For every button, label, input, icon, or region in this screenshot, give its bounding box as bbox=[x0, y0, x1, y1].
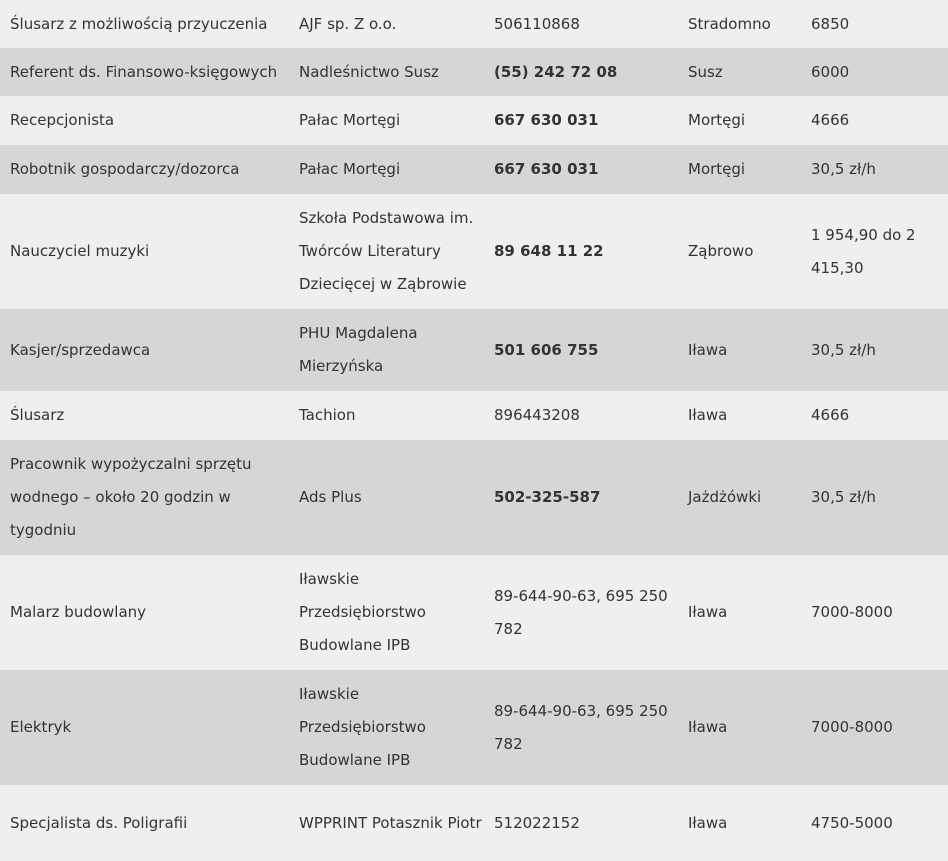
employer-cell: Pałac Mortęgi bbox=[289, 96, 484, 145]
salary-cell: 30,5 zł/h bbox=[801, 145, 948, 194]
salary-cell: 4666 bbox=[801, 96, 948, 145]
employer-cell: PHU Magdalena Mierzyńska bbox=[289, 309, 484, 391]
phone-cell: 501 606 755 bbox=[484, 309, 678, 391]
position-cell: Nauczyciel muzyki bbox=[0, 194, 289, 309]
salary-cell: 7000-8000 bbox=[801, 670, 948, 785]
position-cell: Elektryk bbox=[0, 670, 289, 785]
location-cell: Mortęgi bbox=[678, 145, 801, 194]
position-cell: Robotnik gospodarczy/dozorca bbox=[0, 145, 289, 194]
employer-cell: Iławskie Przedsiębiorstwo Budowlane IPB bbox=[289, 555, 484, 670]
position-cell: Kasjer/sprzedawca bbox=[0, 309, 289, 391]
employer-cell: Iławskie Przedsiębiorstwo Budowlane IPB bbox=[289, 670, 484, 785]
salary-cell: 30,5 zł/h bbox=[801, 440, 948, 555]
employer-cell: Pałac Mortęgi bbox=[289, 145, 484, 194]
employer-cell: Tachion bbox=[289, 391, 484, 440]
table-row bbox=[0, 0, 948, 48]
table-row bbox=[0, 785, 948, 861]
salary-cell: 30,5 zł/h bbox=[801, 309, 948, 391]
phone-cell: 512022152 bbox=[484, 785, 678, 861]
table-row bbox=[0, 194, 948, 309]
salary-cell: 6850 bbox=[801, 0, 948, 48]
salary-cell: 4666 bbox=[801, 391, 948, 440]
table-row bbox=[0, 96, 948, 145]
location-cell: Iława bbox=[678, 555, 801, 670]
position-cell: Pracownik wypożyczalni sprzętu wodnego – około 20 godzin w tygodniu bbox=[0, 440, 289, 555]
table-row bbox=[0, 670, 948, 785]
location-cell: Iława bbox=[678, 670, 801, 785]
table-row bbox=[0, 391, 948, 440]
location-cell: Iława bbox=[678, 785, 801, 861]
table-row bbox=[0, 48, 948, 96]
table-row bbox=[0, 309, 948, 391]
position-cell: Recepcjonista bbox=[0, 96, 289, 145]
phone-cell: (55) 242 72 08 bbox=[484, 48, 678, 96]
phone-cell: 89 648 11 22 bbox=[484, 194, 678, 309]
employer-cell: AJF sp. Z o.o. bbox=[289, 0, 484, 48]
table-row bbox=[0, 440, 948, 555]
table-row bbox=[0, 145, 948, 194]
position-cell: Malarz budowlany bbox=[0, 555, 289, 670]
location-cell: Susz bbox=[678, 48, 801, 96]
phone-cell: 89-644-90-63, 695 250 782 bbox=[484, 555, 678, 670]
employer-cell: Ads Plus bbox=[289, 440, 484, 555]
salary-cell: 7000-8000 bbox=[801, 555, 948, 670]
table-row bbox=[0, 555, 948, 670]
location-cell: Mortęgi bbox=[678, 96, 801, 145]
position-cell: Ślusarz bbox=[0, 391, 289, 440]
location-cell: Iława bbox=[678, 391, 801, 440]
phone-cell: 667 630 031 bbox=[484, 96, 678, 145]
salary-cell: 1 954,90 do 2 415,30 bbox=[801, 194, 948, 309]
location-cell: Iława bbox=[678, 309, 801, 391]
phone-cell: 502-325-587 bbox=[484, 440, 678, 555]
phone-cell: 667 630 031 bbox=[484, 145, 678, 194]
position-cell: Ślusarz z możliwością przyuczenia bbox=[0, 0, 289, 48]
location-cell: Stradomno bbox=[678, 0, 801, 48]
phone-cell: 506110868 bbox=[484, 0, 678, 48]
salary-cell: 4750-5000 bbox=[801, 785, 948, 861]
position-cell: Referent ds. Finansowo-księgowych bbox=[0, 48, 289, 96]
employer-cell: Szkoła Podstawowa im. Twórców Literatury Dziecięcej w Ząbrowie bbox=[289, 194, 484, 309]
location-cell: Jażdżówki bbox=[678, 440, 801, 555]
salary-cell: 6000 bbox=[801, 48, 948, 96]
phone-cell: 896443208 bbox=[484, 391, 678, 440]
position-cell: Specjalista ds. Poligrafii bbox=[0, 785, 289, 861]
phone-cell: 89-644-90-63, 695 250 782 bbox=[484, 670, 678, 785]
location-cell: Ząbrowo bbox=[678, 194, 801, 309]
employer-cell: WPPRINT Potasznik Piotr bbox=[289, 785, 484, 861]
employer-cell: Nadleśnictwo Susz bbox=[289, 48, 484, 96]
